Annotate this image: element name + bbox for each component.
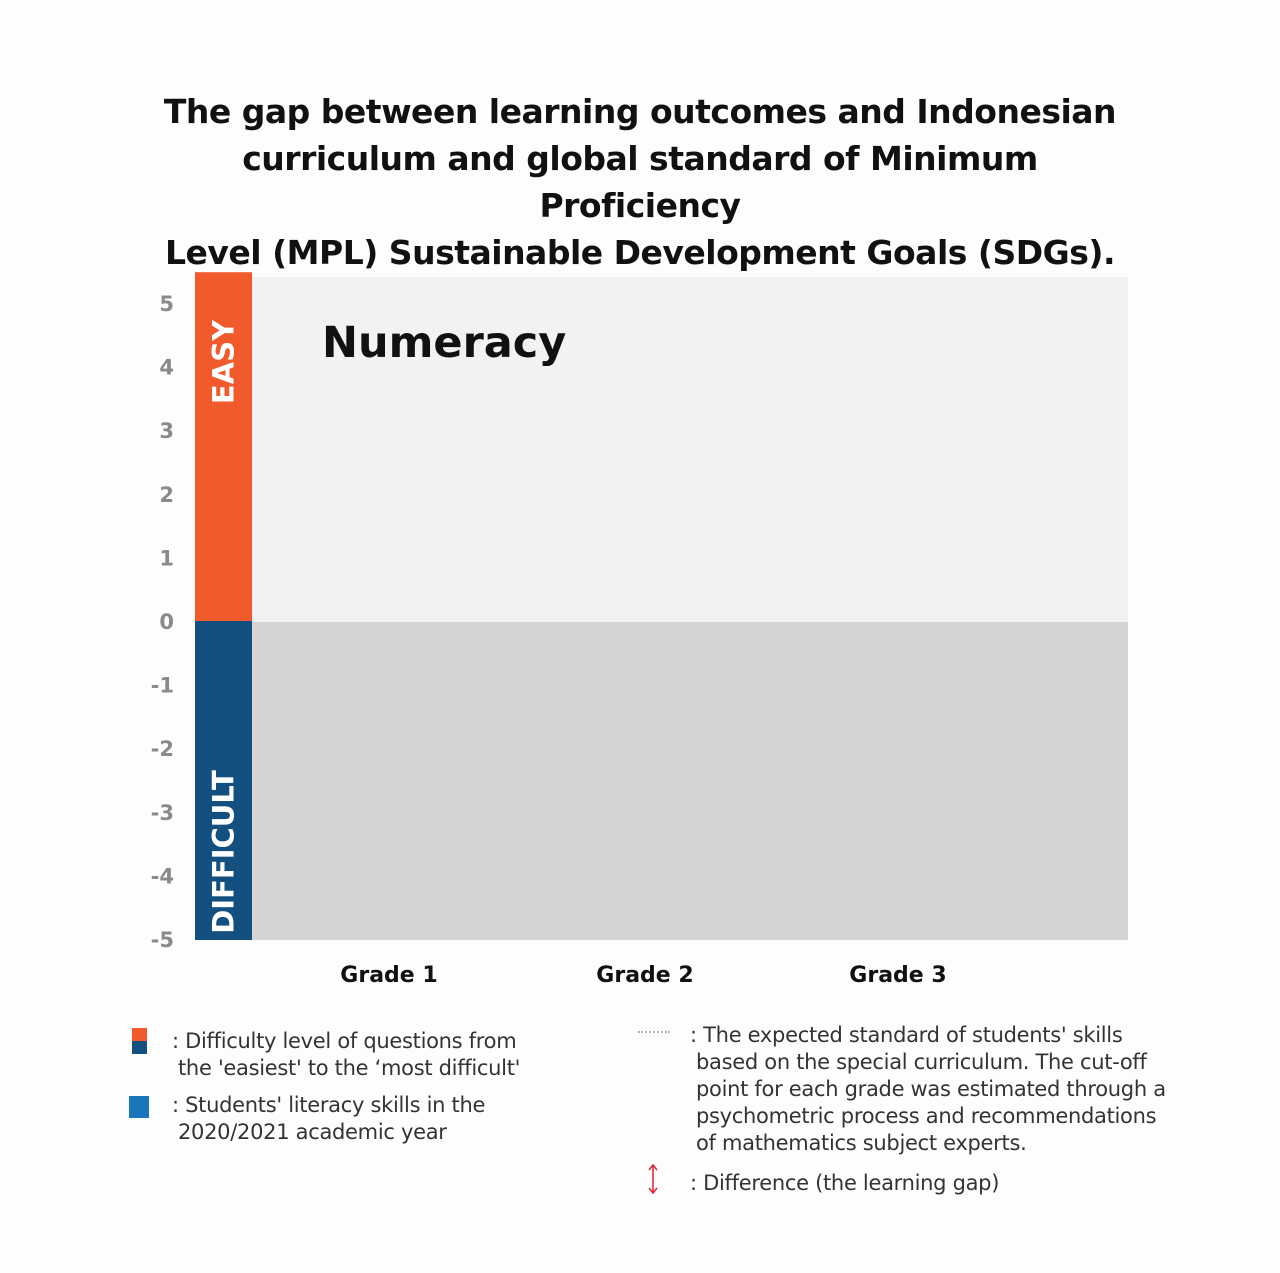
easy-swatch [132,1028,147,1041]
difficulty-swatch [132,1028,147,1054]
y-tick-label: 1 [159,546,174,571]
y-tick-label: -3 [150,800,174,825]
y-tick-label: 0 [159,610,174,634]
y-tick-label: -4 [150,864,174,889]
x-category-label: Grade 2 [596,963,694,988]
legend-expected-standard [690,1022,1166,1157]
legend-difficulty-line-1: : Difficulty level of questions from [172,1029,517,1053]
x-category-label: Grade 1 [340,963,438,988]
x-category-label: Grade 3 [849,963,947,988]
legend-expected-line-5: of mathematics subject experts. [696,1131,1027,1155]
easy-label: EASY [206,319,241,405]
y-axis-ticks [151,292,174,952]
y-tick-label: 4 [159,355,174,380]
legend-skills-line-2: 2020/2021 academic year [178,1120,447,1144]
title-line-1: The gap between learning outcomes and Indonesian [163,92,1117,131]
legend-difficulty-line-2: the 'easiest' to the ‘most difficult' [178,1056,521,1080]
legend-expected-line-2: based on the special curriculum. The cut-off [696,1050,1147,1074]
legend-gap-label: : Difference (the learning gap) [690,1171,1000,1195]
x-axis-categories [340,963,946,988]
y-tick-label: -1 [150,673,174,698]
gap-arrow-icon [646,1163,660,1195]
difficult-label: DIFFICULT [206,770,241,934]
legend-expected-line-1: : The expected standard of students' skills [690,1023,1123,1047]
legend-expected-line-4: psychometric process and recommendations [696,1104,1157,1128]
y-tick-label: 2 [159,482,174,507]
student-skills-swatch [129,1096,149,1118]
y-tick-label: 3 [159,419,174,444]
y-tick-label: -2 [150,737,174,762]
expected-standard-line-icon [638,1031,670,1033]
title-line-2: curriculum and global standard of Minimum Proficiency [242,139,1038,225]
y-tick-label: 5 [159,292,174,316]
legend-gap [690,1170,999,1197]
legend-expected-line-3: point for each grade was estimated through a [696,1077,1166,1101]
legend-skills [172,1092,485,1146]
difficult-region-panel [252,622,1128,940]
panel-title-numeracy: Numeracy [322,318,567,368]
legend-difficulty [172,1028,520,1082]
y-tick-label: -5 [150,928,174,952]
title-line-3: Level (MPL) Sustainable Development Goals (SDGs). [165,233,1115,272]
difficult-swatch [132,1041,147,1054]
legend-skills-line-1: : Students' literacy skills in the [172,1093,486,1117]
